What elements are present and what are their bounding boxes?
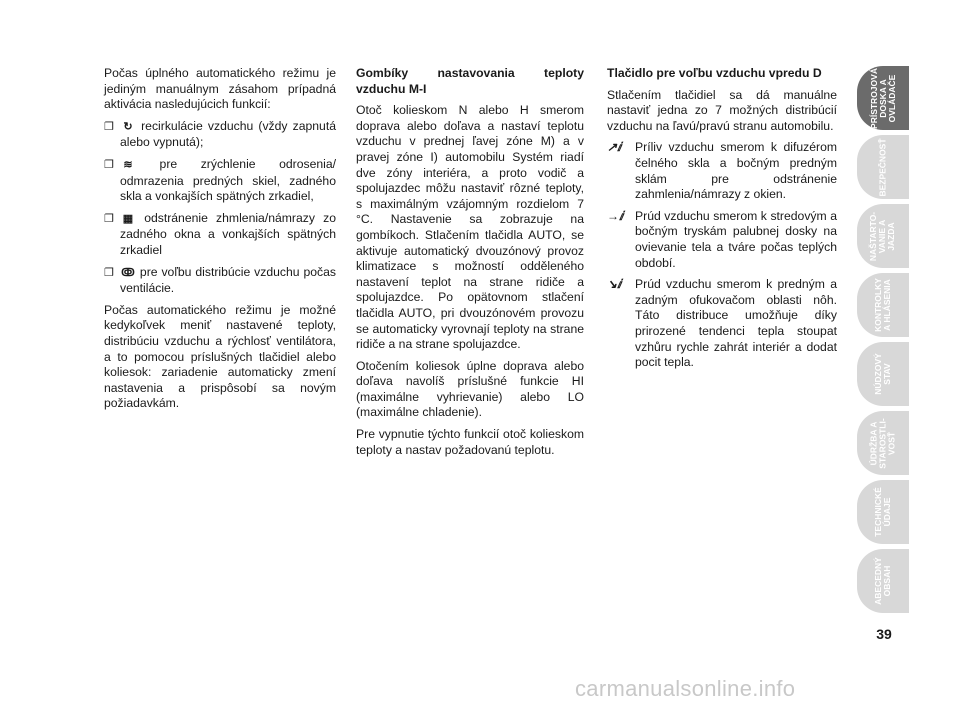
function-text: odstránenie zhmlenia/námrazy zo zadného okna a vonkajších spätných zrkadiel	[120, 210, 337, 257]
distribution-item	[607, 277, 837, 371]
checkbox-bullet-icon: ❐	[104, 266, 114, 279]
column-right	[607, 66, 837, 377]
recirculation-icon: ↻	[123, 120, 133, 133]
chapter-tab[interactable]	[857, 273, 909, 337]
column-left	[104, 66, 336, 418]
checkbox-bullet-icon: ❐	[104, 158, 114, 171]
function-list-item	[104, 157, 336, 205]
distribution-text: Prúd vzduchu smerom k stredovým a bočným tryskám palubnej dosky na ovievanie tela a tváre počas teplých období.	[635, 208, 837, 270]
chapter-tab-label: NAŠTARTO- VANIE A JAZDA	[868, 211, 897, 261]
function-list-item	[104, 211, 336, 259]
chapter-tab[interactable]	[857, 135, 909, 199]
intro-paragraph: Počas úplného automatického režimu je jediným manuálnym zásahom prípadná aktivácia nasledujúcich funkcií:	[104, 66, 336, 112]
chapter-tab-label: NÚDZOVÝ STAV	[873, 353, 892, 395]
air-distribution-icon: ↂ	[121, 266, 135, 279]
distribution-text: Príliv vzduchu smerom k difuzérom čelného skla a bočným predným sklám pre odstránenie zahmlenia/námrazy z okien.	[635, 140, 837, 202]
function-text: recirkulácie vzduchu (vždy zapnutá alebo vypnutá);	[120, 118, 336, 150]
footwell-airflow-icon: ↘ⅈ	[607, 277, 622, 292]
chapter-tab[interactable]	[857, 411, 909, 475]
distribution-item	[607, 209, 837, 271]
function-list-item	[104, 119, 336, 151]
distribution-item	[607, 140, 837, 202]
function-list-item	[104, 265, 336, 297]
watermark: carmanualsonline.info	[575, 676, 796, 701]
outro-paragraph: Počas automatického režimu je možné kedykoľvek meniť nastavené teploty, distribúciu vzduchu a rýchlosť ventilátora, a to pomocou príslušných tlačidiel alebo koliesok: zariadenie automaticky zmení nastavenia a prispôsobí sa novým požiadavkám.	[104, 302, 336, 411]
chapter-tab-label: KONTROLKY A HLÁSENIA	[873, 278, 892, 332]
chapter-tab-label: ABECEDNÝ OBSAH	[872, 557, 892, 605]
distribution-text: Prúd vzduchu smerom k predným a zadným ofukovačom oblasti nôh. Táto distribuce umožňuje díky prirozené tendenci tepla stoupat vzhůru rychle zahrát interiér a dodat pocit tepla.	[635, 277, 837, 370]
chapter-tab[interactable]	[857, 549, 909, 613]
rear-defrost-icon: ▦	[122, 212, 134, 225]
paragraph: Otočením koliesok úplne doprava alebo doľava navolíš príslušné funkcie HI (maximálne vyhrievanie) alebo LO (maximálne chladenie).	[356, 358, 584, 420]
function-text: pre voľbu distribúcie vzduchu počas ventilácie.	[120, 264, 336, 296]
max-defrost-icon: ≋	[123, 158, 133, 171]
function-list	[104, 119, 336, 297]
windshield-airflow-icon: ↗ⅈ	[607, 140, 622, 155]
column-middle	[356, 66, 584, 464]
section-heading: Tlačidlo pre voľbu vzduchu vpredu D	[607, 66, 822, 80]
chapter-tab[interactable]	[857, 204, 909, 268]
chapter-tab-label: TECHNICKÉ ÚDAJE	[873, 487, 892, 537]
paragraph: Otoč kolieskom N alebo H smerom doprava alebo doľava a nastaví teplotu vzduchu v prednej ľavej zóne M) a v pravej zóne I) automobilu Systém riadí dve zóny interiéra, a proto vodič a spolujazdec môžu nastaviť rôzné teploty, s maximálným vzájomným rozdielom 7 °C. Nastavenie sa zobrazuje na gombíkoch. Stlačením tlačidla AUTO, se aktivuje automatický dvouzónový provoz klimatizace s možností odděleného nastavení teplot na strane ridiče a spolujazdce. Po opätovnom stlačení tlačidla AUTO, pri dvouzónovém provozu se automaticky vyrovnají teploty na strane ridiče a na strane spolujazdce.	[356, 103, 584, 352]
function-text: pre zrýchlenie odrosenia/ odmrazenia predných skiel, zadného skla a vonkajších spätných zrkadiel,	[120, 156, 337, 204]
chapter-tab[interactable]	[857, 342, 909, 406]
dashboard-airflow-icon: →ⅈ	[607, 208, 624, 223]
page-number: 39	[876, 626, 892, 642]
paragraph: Pre vypnutie týchto funkcií otoč kolieskom teploty a nastav požadovanú teplotu.	[356, 427, 584, 457]
section-heading: Gombíky nastavovania teploty vzduchu M-I	[356, 66, 584, 96]
checkbox-bullet-icon: ❐	[104, 120, 114, 133]
intro-paragraph: Stlačením tlačidiel sa dá manuálne nastaviť jedna zo 7 možných distribúcií vzduchu na ľavú/pravú stranu automobilu.	[607, 87, 837, 133]
chapter-tab[interactable]	[857, 480, 909, 544]
chapter-tab-label: BEZPEČNOSŤ	[877, 137, 888, 197]
chapter-tabs	[857, 66, 909, 618]
chapter-tab-label: ÚDRŽBA A STAROSTLI- VOSŤ	[868, 417, 897, 469]
checkbox-bullet-icon: ❐	[104, 212, 114, 225]
chapter-tab-label: PRÍSTROJOVÁ DOSKA A OVLÁDAČE	[868, 67, 897, 129]
chapter-tab[interactable]	[857, 66, 909, 130]
distribution-list	[607, 140, 837, 370]
